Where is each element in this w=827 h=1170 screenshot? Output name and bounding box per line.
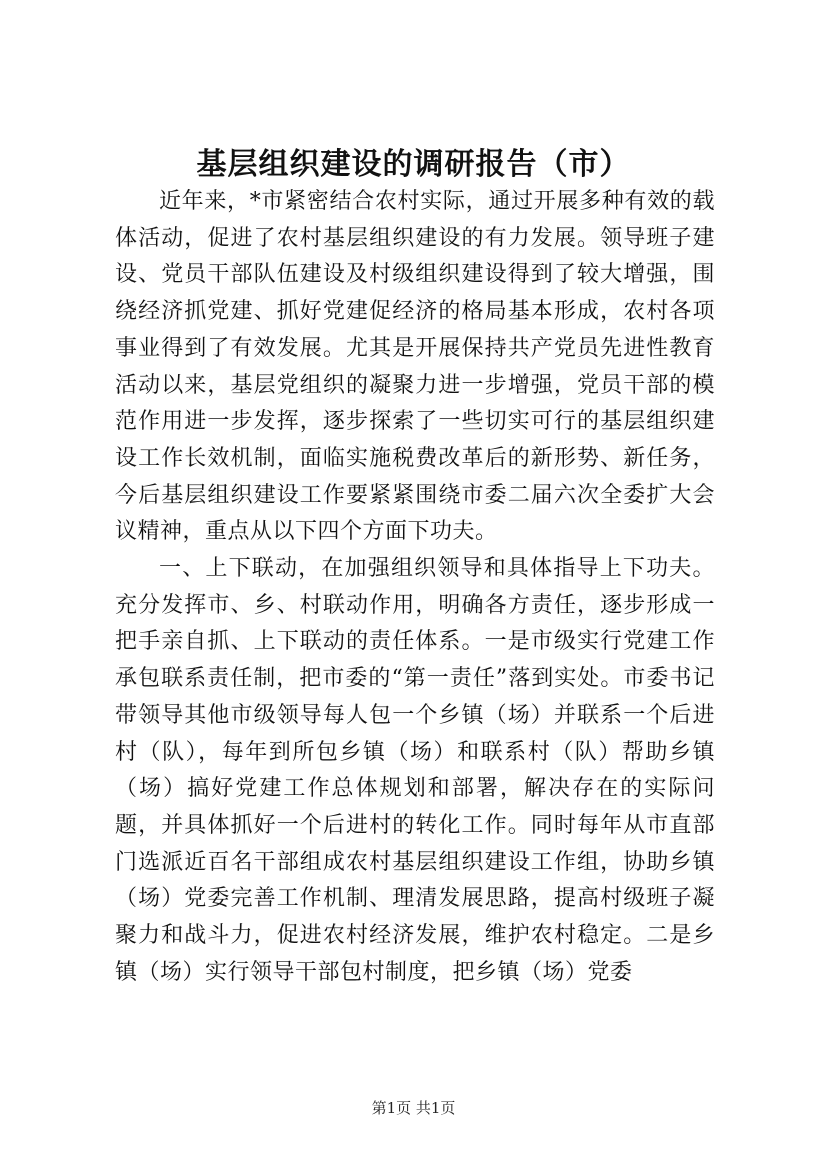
paragraph-intro: 近年来，*市紧密结合农村实际，通过开展多种有效的载体活动，促进了农村基层组织建设的有力发展。领导班子建设、党员干部队伍建设及村级组织建设得到了较大增强，围绕经济抓党建、抓好党建促经济的格局基本形成，农村各项事业得到了有效发展。尤其是开展保持共产党员先进性教育活动以来，基层党组织的凝聚力进一步增强，党员干部的模范作用进一步发挥，逐步探索了一些切实可行的基层组织建设工作长效机制，面临实施税费改革后的新形势、新任务，今后基层组织建设工作要紧紧围绕市委二届六次全委扩大会议精神，重点从以下四个方面下功夫。 <box>115 189 715 545</box>
paragraph-section-one: 一、上下联动，在加强组织领导和具体指导上下功夫。充分发挥市、乡、村联动作用，明确各方责任，逐步形成一把手亲自抓、上下联动的责任体系。一是市级实行党建工作承包联系责任制，把市委的“第一责任”落到实处。市委书记带领导其他市级领导每人包一个乡镇（场）并联系一个后进村（队），每年到所包乡镇（场）和联系村（队）帮助乡镇（场）搞好党建工作总体规划和部署，解决存在的实际问题，并具体抓好一个后进村的转化工作。同时每年从市直部门选派近百名干部组成农村基层组织建设工作组，协助乡镇（场）党委完善工作机制、理清发展思路，提高村级班子凝聚力和战斗力，促进农村经济发展，维护农村稳定。二是乡镇（场）实行领导干部包村制度，把乡镇（场）党委 <box>115 556 715 985</box>
document-body <box>115 184 715 991</box>
page-footer: 第1页 共1页 <box>371 1099 456 1117</box>
document-title: 基层组织建设的调研报告（市） <box>196 147 631 182</box>
